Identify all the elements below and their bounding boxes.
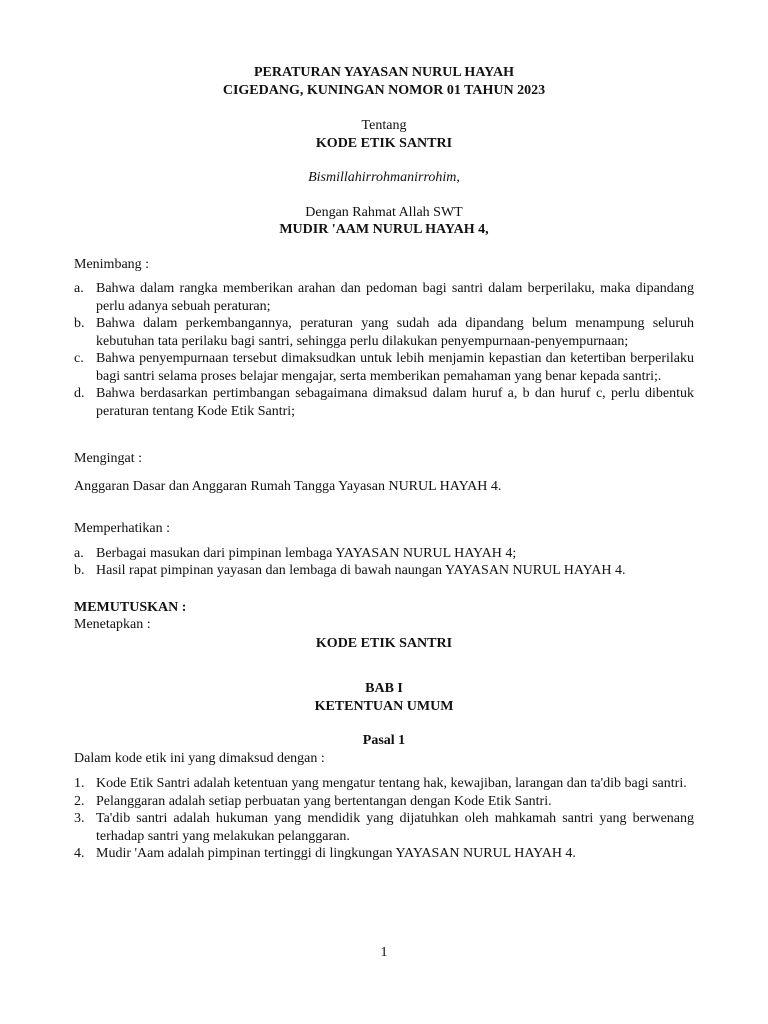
list-marker: b. xyxy=(74,563,85,578)
list-marker: d. xyxy=(74,386,85,401)
about-label: Tentang xyxy=(361,118,407,133)
document-page xyxy=(74,64,694,863)
page-number: 1 xyxy=(380,945,388,960)
chapter-number: BAB I xyxy=(365,681,403,696)
pasal-1-intro: Dalam kode etik ini yang dimaksud dengan : xyxy=(74,750,325,766)
list-marker: a. xyxy=(74,281,84,296)
document-title-line-2: CIGEDANG, KUNINGAN NOMOR 01 TAHUN 2023 xyxy=(222,82,546,98)
list-item xyxy=(74,793,694,811)
list-item-text: Bahwa berdasarkan pertimbangan sebagaimana dimaksud dalam huruf a, b dan huruf c, perlu dibentuk peraturan tentang Kode Etik Santri; xyxy=(96,386,694,419)
list-item-text: Bahwa dalam rangka memberikan arahan dan pedoman bagi santri dalam berperilaku, maka dipandang perlu adanya sebuah peraturan; xyxy=(96,281,694,314)
memperhatikan-list xyxy=(74,545,694,580)
list-item xyxy=(74,562,694,580)
list-item xyxy=(74,775,694,793)
menimbang-list xyxy=(74,280,694,420)
mengingat-text: Anggaran Dasar dan Anggaran Rumah Tangga Yayasan NURUL HAYAH 4. xyxy=(74,478,502,494)
list-marker: 4. xyxy=(74,846,85,861)
grace-line: Dengan Rahmat Allah SWT xyxy=(305,204,463,220)
issuer: MUDIR 'AAM NURUL HAYAH 4, xyxy=(279,222,489,237)
pasal-1-list xyxy=(74,775,694,863)
menimbang-label: Menimbang : xyxy=(74,256,150,272)
about-subject: KODE ETIK SANTRI xyxy=(315,135,453,151)
list-item-text: Mudir 'Aam adalah pimpinan tertinggi di lingkungan YAYASAN NURUL HAYAH 4. xyxy=(96,846,576,861)
list-marker: b. xyxy=(74,316,85,331)
decision-title: KODE ETIK SANTRI xyxy=(315,635,453,651)
list-item-text: Bahwa dalam perkembangannya, peraturan yang sudah ada dipandang belum menampung seluruh kebutuhan tata perilaku bagi santri, sehingga perlu dilakukan penyempurnaan-penyempurnaan; xyxy=(96,316,694,349)
memperhatikan-label: Memperhatikan : xyxy=(74,521,171,536)
list-marker: 1. xyxy=(74,776,85,791)
list-item xyxy=(74,350,694,385)
list-item xyxy=(74,280,694,315)
list-item xyxy=(74,385,694,420)
list-item-text: Kode Etik Santri adalah ketentuan yang mengatur tentang hak, kewajiban, larangan dan ta'dib bagi santri. xyxy=(96,776,687,791)
list-marker: c. xyxy=(74,351,84,366)
list-item xyxy=(74,810,694,845)
chapter-title: KETENTUAN UMUM xyxy=(314,698,454,714)
list-item-text: Hasil rapat pimpinan yayasan dan lembaga di bawah naungan YAYASAN NURUL HAYAH 4. xyxy=(96,563,626,578)
list-marker: 2. xyxy=(74,793,85,809)
list-item xyxy=(74,315,694,350)
document-title-line-1: PERATURAN YAYASAN NURUL HAYAH xyxy=(254,65,514,80)
list-item-text: Berbagai masukan dari pimpinan lembaga YAYASAN NURUL HAYAH 4; xyxy=(96,545,517,561)
list-item-text: Ta'dib santri adalah hukuman yang mendidik yang dijatuhkan oleh mahkamah santri yang berwenang terhadap santri yang melakukan pelanggaran. xyxy=(96,811,694,844)
menetapkan-label: Menetapkan : xyxy=(74,617,151,632)
list-marker: 3. xyxy=(74,811,85,826)
list-item-text: Bahwa penyempurnaan tersebut dimaksudkan untuk lebih menjamin kepastian dan ketertiban berperilaku bagi santri selama proses belajar mengajar, serta memberikan pemahaman yang benar kepada santri;. xyxy=(96,351,694,384)
basmalah: Bismillahirrohmanirrohim, xyxy=(308,170,460,185)
list-item xyxy=(74,545,694,563)
list-marker: a. xyxy=(74,545,84,561)
mengingat-label: Mengingat : xyxy=(74,451,143,466)
list-item-text: Pelanggaran adalah setiap perbuatan yang bertentangan dengan Kode Etik Santri. xyxy=(96,793,552,809)
memutuskan-heading: MEMUTUSKAN : xyxy=(74,599,187,615)
list-item xyxy=(74,845,694,863)
pasal-1-title: Pasal 1 xyxy=(362,733,406,748)
